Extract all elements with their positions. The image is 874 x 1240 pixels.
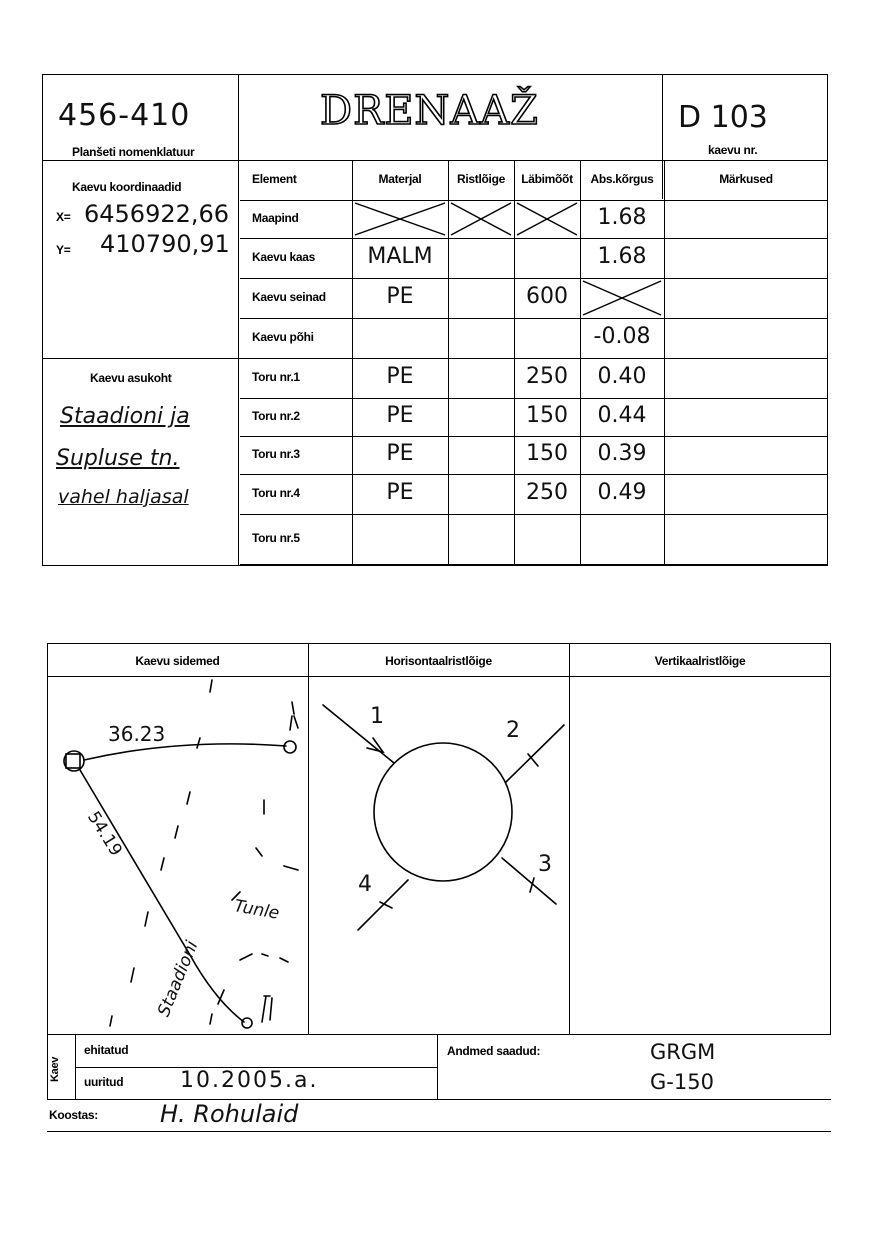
- table-header-diameter: Läbimõõt: [521, 172, 573, 186]
- reference-point-1: [284, 741, 296, 753]
- nomenclature-value: 456-410: [58, 98, 191, 133]
- divider: [47, 1131, 831, 1132]
- table-row-label: Kaevu kaas: [252, 250, 316, 264]
- compiled-by-label: Koostas:: [49, 1108, 98, 1122]
- horizontal-section-header: Horisontaalristlõige: [385, 654, 492, 668]
- table-cell-abs: -0.08: [593, 324, 651, 349]
- street-label-1: Tunle: [232, 896, 281, 924]
- table-cell-material: PE: [386, 364, 414, 389]
- table-cell-diameter: 150: [526, 403, 568, 428]
- tie-line-1: [84, 744, 286, 760]
- x-coordinate: 6456922,66: [84, 200, 230, 228]
- compiled-by-value: H. Rohulaid: [160, 1100, 299, 1128]
- built-label: ehitatud: [84, 1043, 129, 1057]
- document-title: DRENAAŽ: [320, 88, 539, 134]
- ties-header: Kaevu sidemed: [135, 654, 220, 668]
- well-side-label: Kaev: [49, 1056, 61, 1082]
- pipe-3-label: 3: [538, 852, 552, 877]
- table-cell-abs: 0.40: [597, 364, 647, 389]
- table-row-label: Maapind: [252, 211, 299, 225]
- nomenclature-label: Planšeti nomenklatuur: [72, 145, 195, 159]
- table-cell-abs: 0.44: [597, 403, 647, 428]
- location-line-3: vahel haljasal: [58, 486, 189, 508]
- table-row-label: Toru nr.4: [252, 486, 300, 500]
- well-number-value: D 103: [678, 100, 768, 135]
- y-label: Y=: [56, 243, 71, 257]
- tie-distance-1: 36.23: [108, 722, 166, 746]
- table-row-label: Toru nr.5: [252, 531, 300, 545]
- pipe-2-label: 2: [506, 718, 520, 743]
- street-label-2: Staadioni: [154, 938, 203, 1020]
- table-cell-diameter: 150: [526, 441, 568, 466]
- table-cell-material: PE: [386, 480, 414, 505]
- table-row-label: Kaevu seinad: [252, 290, 326, 304]
- data-source-value-1: GRGM: [650, 1040, 716, 1064]
- table-row-label: Toru nr.2: [252, 409, 300, 423]
- pipe-4-label: 4: [358, 872, 372, 897]
- x-label: X=: [56, 210, 71, 224]
- location-label: Kaevu asukoht: [90, 371, 172, 385]
- pipe-1-label: 1: [370, 704, 384, 729]
- table-cell-diameter: 250: [526, 480, 568, 505]
- tie-line-2: [80, 770, 244, 1022]
- table-row-label: Toru nr.1: [252, 370, 300, 384]
- table-header-material: Materjal: [378, 172, 422, 186]
- surveyed-value: 10.2005.a.: [180, 1068, 319, 1093]
- vertical-section-header: Vertikaalristlõige: [654, 654, 746, 668]
- well-symbol-inner: [66, 754, 80, 768]
- table-cell-abs: 1.68: [597, 244, 647, 269]
- table-cell-diameter: 250: [526, 364, 568, 389]
- table-cell-diameter: 600: [526, 284, 568, 309]
- reference-point-2: [242, 1018, 252, 1028]
- table-cell-material: PE: [386, 403, 414, 428]
- location-line-1: Staadioni ja: [60, 404, 190, 429]
- table-header-abs: Abs.kõrgus: [590, 172, 654, 186]
- pipe-1-arrow: [367, 738, 383, 752]
- tie-distance-2: 54.19: [83, 808, 126, 860]
- data-source-label: Andmed saadud:: [447, 1044, 541, 1058]
- divider: [437, 1035, 438, 1099]
- divider: [47, 1035, 48, 1099]
- table-cell-material: MALM: [367, 244, 433, 269]
- y-coordinate: 410790,91: [100, 230, 230, 258]
- location-line-2: Supluse tn.: [56, 446, 180, 471]
- table-cell-abs: 0.49: [597, 480, 647, 505]
- table-header-cross: Ristlõige: [457, 172, 505, 186]
- table-row-label: Kaevu põhi: [252, 330, 314, 344]
- well-number-label: kaevu nr.: [708, 143, 758, 157]
- table-cell-material: PE: [386, 441, 414, 466]
- data-source-value-2: G-150: [650, 1070, 714, 1094]
- well-cross-section: [374, 743, 512, 881]
- table-cell-abs: 0.39: [597, 441, 647, 466]
- table-header-element: Element: [252, 172, 297, 186]
- coordinates-label: Kaevu koordinaadid: [72, 180, 182, 194]
- table-row-label: Toru nr.3: [252, 447, 300, 461]
- table-header-notes: Märkused: [719, 172, 773, 186]
- surveyed-label: uuritud: [84, 1075, 124, 1089]
- table-cell-material: PE: [386, 284, 414, 309]
- table-cell-abs: 1.68: [597, 205, 647, 230]
